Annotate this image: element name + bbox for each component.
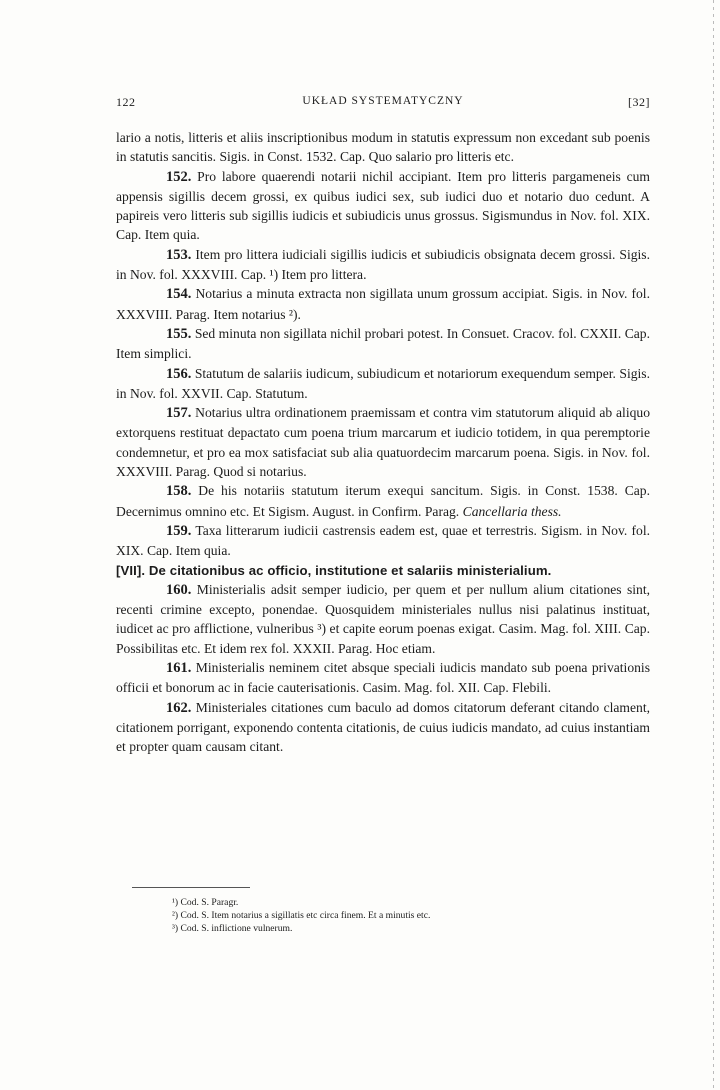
paragraph-number: 154.: [166, 286, 192, 303]
footnotes: [172, 896, 592, 935]
paragraph-155: 155. Sed minuta non sigillata nichil probari potest. In Consuet. Cracov. fol. CXXII. Cap. Item simplici.: [116, 325, 650, 362]
paragraph-number: 153.: [166, 246, 192, 263]
italic-reference: Cancellaria thess.: [462, 503, 562, 519]
footnote-2: ²) Cod. S. Item notarius a sigillatis etc circa finem. Et a minutis etc.: [172, 910, 431, 921]
running-header: [116, 95, 650, 113]
paragraph-number: 157.: [166, 405, 192, 422]
paragraph-number: 155.: [166, 325, 192, 342]
original-page-number: [32]: [628, 95, 650, 109]
paragraph-153: 153. Item pro littera iudiciali sigillis iudicis et subiudicis obsignata decem grossi. Sigis. in Nov. fol. XXXVIII. Cap. ¹) Item pro littera.: [116, 246, 650, 283]
footnote-divider: [132, 887, 250, 888]
paragraph-159: 159. Taxa litterarum iudicii castrensis eadem est, quae et terrestris. Sigism. in Nov. fol. XIX. Cap. Item quia.: [116, 522, 650, 559]
body-text: [116, 128, 650, 757]
paragraph-161: 161. Ministerialis neminem citet absque speciali iudicis mandato sub poena privationis officii et bonorum ac in facie cauterisationis. Casim. Mag. fol. XII. Cap. Flebili.: [116, 660, 650, 696]
paragraph-162: 162. Ministeriales citationes cum baculo ad domos citatorum deferant citando clament, citationem porrigant, exponendo contenta citationis, de cuius iudicis mandato, ad cuius instantiam et propter quam causam citant.: [116, 699, 650, 755]
paragraph-number: 158.: [166, 483, 192, 500]
footnote-1: ¹) Cod. S. Paragr.: [172, 897, 239, 908]
page-number: 122: [116, 95, 136, 109]
paragraph-156: 156. Statutum de salariis iudicum, subiudicum et notariorum exequendum semper. Sigis. in Nov. fol. XXVII. Cap. Statutum.: [116, 365, 650, 401]
paragraph-158: 158. De his notariis statutum iterum exequi sancitum. Sigis. in Const. 1538. Cap. Decernimus omnino etc. Et Sigism. August. in Confirm. Parag. Cancellaria thess.: [116, 483, 650, 519]
paragraph-152: 152. Pro labore quaerendi notarii nichil accipiant. Item pro litteris pargameneis cum appensis sigillis decem grossi, ex quibus iudici sex, sub iudici duo et notario duo cedunt. A papireis vero litteris sub sigillis iudicis et subiudicis unus grossus. Sigismundus in Nov. fol. XIX. Cap. Item quia.: [116, 168, 650, 243]
section-heading: [VII]. De citationibus ac officio, institutione et salariis ministerialium.: [116, 562, 552, 578]
paragraph-157: 157. Notarius ultra ordinationem praemissam et contra vim statutorum aliquid ab aliquo extorquens restituat depactato cum poena trium marcarum et iudicio totidem, in qua peremptorie condemnetur, et pro ea mox satisfaciat sub alia quatuordecim marcarum poena. Sigis. in Nov. fol. XXXVIII. Parag. Quod si notarius.: [116, 405, 650, 480]
paragraph-number: 152.: [166, 168, 192, 185]
scan-edge-line: [713, 0, 714, 1090]
running-title: UKŁAD SYSTEMATYCZNY: [302, 95, 464, 107]
paragraph-continued: lario a notis, litteris et aliis inscriptionibus modum in statutis expressum non excedant sub poenis in statutis sancitis. Sigis. in Const. 1532. Cap. Quo salario pro litteris etc.: [116, 130, 650, 165]
paragraph-number: 159.: [166, 522, 192, 539]
paragraph-number: 162.: [166, 699, 192, 716]
paragraph-154: 154. Notarius a minuta extracta non sigillata unum grossum accipiat. Sigis. in Nov. fol. XXXVIII. Parag. Item notarius ²).: [116, 286, 650, 322]
paragraph-number: 161.: [166, 660, 192, 677]
paragraph-160: 160. Ministerialis adsit semper iudicio, per quem et per nullum alium citationes sint, recenti crimine excepto, ponendae. Quosquidem ministeriales nullus nisi palatinus instituat, iudicet ac pro afflictione, vulneribus ³) et capite eorum poenas exigat. Casim. Mag. fol. XIII. Cap. Possibilitas etc. Et idem rex fol. XXXII. Parag. Hoc etiam.: [116, 581, 650, 656]
paragraph-number: 160.: [166, 581, 192, 598]
footnote-3: ³) Cod. S. inflictione vulnerum.: [172, 923, 293, 934]
paragraph-number: 156.: [166, 365, 192, 382]
